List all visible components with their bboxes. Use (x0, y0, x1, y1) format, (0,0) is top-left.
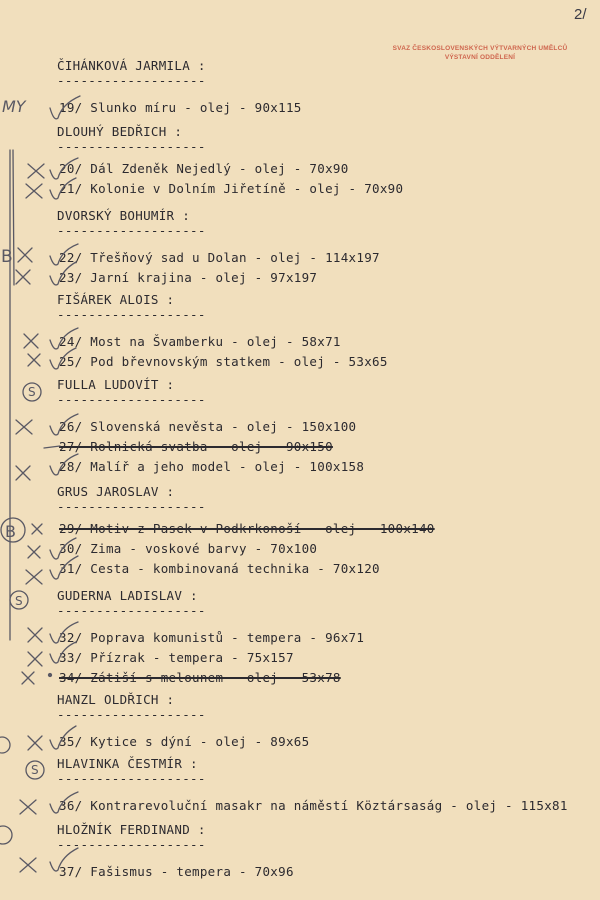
artwork-entry (59, 798, 568, 813)
artwork-entry (59, 161, 349, 176)
artist-underline: ------------------- (57, 73, 206, 88)
artwork-entry-text: 26/ Slovenská nevěsta - olej - 150x100 (59, 419, 357, 434)
cross-marks (16, 164, 44, 872)
artwork-entry-text: 19/ Slunko míru - olej - 90x115 (59, 100, 302, 115)
artwork-entry-text: 28/ Malíř a jeho model - olej - 100x158 (59, 459, 365, 474)
artist-underline: ------------------- (57, 603, 206, 618)
artist-underline: ------------------- (57, 223, 206, 238)
artwork-entry-text: 30/ Zima - voskové barvy - 70x100 (59, 541, 318, 556)
artwork-entry (59, 354, 388, 369)
red-stamp (385, 44, 575, 62)
artwork-entry (59, 100, 302, 115)
artist-name: GUDERNA LADISLAV : (57, 588, 198, 603)
artist-name: ČIHÁNKOVÁ JARMILA : (57, 58, 206, 73)
artwork-entry-text: 32/ Poprava komunistů - tempera - 96x71 (59, 630, 365, 645)
artist-underline: ------------------- (57, 139, 206, 154)
artwork-entry-text: 29/ Motiv z Pasek v Podkrkonoší - olej - 100x140 (59, 521, 435, 536)
artist-name: HLOŽNÍK FERDINAND : (57, 822, 206, 837)
artwork-entry-text: 24/ Most na Švamberku - olej - 58x71 (59, 334, 341, 349)
struck-artwork-entry (59, 521, 435, 536)
struck-artwork-entry (59, 439, 333, 454)
artwork-entry-text: 20/ Dál Zdeněk Nejedlý - olej - 70x90 (59, 161, 349, 176)
artwork-entry (59, 561, 380, 576)
artist-name: DVORSKÝ BOHUMÍR : (57, 208, 191, 223)
artist-name: HANZL OLDŘICH : (57, 692, 175, 707)
artwork-entry (59, 419, 356, 434)
artwork-entry (59, 864, 294, 879)
artwork-entry-text: 31/ Cesta - kombinovaná technika - 70x120 (59, 561, 380, 576)
artwork-entry-text: 33/ Přízrak - tempera - 75x157 (59, 650, 294, 665)
artist-underline: ------------------- (57, 707, 206, 722)
artwork-entry (59, 181, 403, 196)
artist-name: FIŠÁREK ALOIS : (57, 292, 175, 307)
artwork-entry-text: 22/ Třešňový sad u Dolan - olej - 114x197 (59, 250, 380, 265)
margin-note-my: MY (2, 97, 26, 116)
artist-underline: ------------------- (57, 499, 206, 514)
artwork-entry (59, 270, 317, 285)
artwork-entry (59, 541, 317, 556)
artwork-entry (59, 250, 380, 265)
artist-name: DLOUHÝ BEDŘICH : (57, 124, 183, 139)
artwork-entry (59, 334, 341, 349)
artist-underline: ------------------- (57, 307, 206, 322)
artwork-entry (59, 630, 364, 645)
stamp-line-2: VÝSTAVNÍ ODDĚLENÍ (444, 54, 516, 61)
artist-name: GRUS JAROSLAV : (57, 484, 175, 499)
margin-note-s-1: S (28, 385, 36, 399)
artist-underline: ------------------- (57, 837, 206, 852)
artwork-entry-text: 27/ Rolnická svatba - olej - 90x150 (59, 439, 333, 454)
artist-name: HLAVINKA ČESTMÍR : (57, 756, 198, 771)
artwork-entry-text: 35/ Kytice s dýní - olej - 89x65 (59, 734, 310, 749)
artwork-entry (59, 650, 294, 665)
artist-underline: ------------------- (57, 771, 206, 786)
margin-note-s-3: S (31, 763, 39, 777)
artwork-entry (59, 459, 364, 474)
margin-note-b-1: B (1, 247, 13, 267)
artist-underline: ------------------- (57, 392, 206, 407)
artwork-entry-text: 37/ Fašismus - tempera - 70x96 (59, 864, 294, 879)
artist-name: FULLA LUDOVÍT : (57, 377, 175, 392)
margin-note-b-2: B (5, 522, 16, 541)
artwork-entry-text: 36/ Kontrarevoluční masakr na náměstí Köztársaság - olej - 115x81 (59, 798, 568, 813)
artwork-entry-text: 25/ Pod břevnovským statkem - olej - 53x65 (59, 354, 388, 369)
stamp-line-1: SVAZ ČESKOSLOVENSKÝCH VÝTVARNÝCH UMĚLCŮ (392, 45, 568, 52)
artwork-entry-text: 34/ Zátiší s melounem - olej - 53x78 (59, 670, 341, 685)
struck-artwork-entry (59, 670, 341, 685)
artwork-entry (59, 734, 309, 749)
artwork-entry-text: 23/ Jarní krajina - olej - 97x197 (59, 270, 318, 285)
artwork-entry-text: 21/ Kolonie v Dolním Jiřetíně - olej - 70x90 (59, 181, 404, 196)
margin-note-s-2: S (15, 594, 23, 608)
page-number: 2/ (574, 6, 587, 23)
